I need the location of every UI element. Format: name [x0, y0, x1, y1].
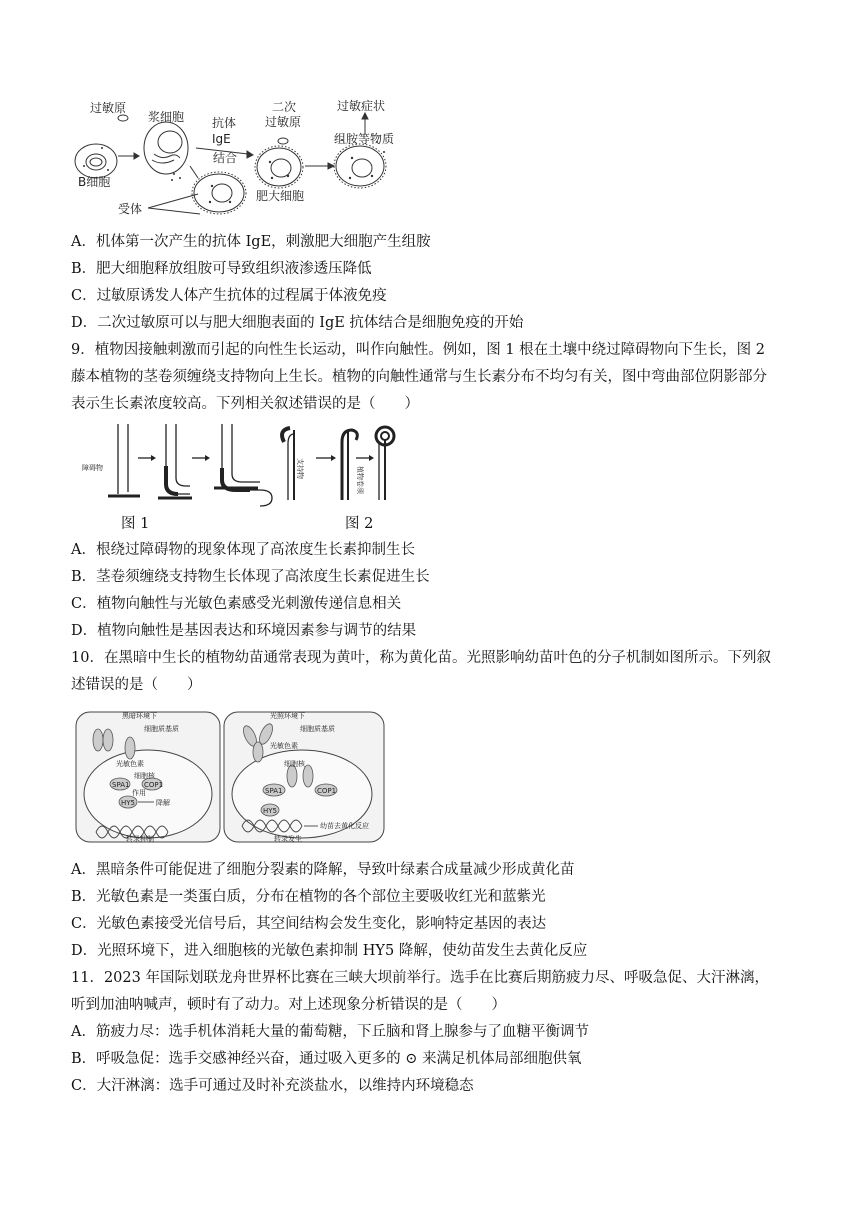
label-ige: IgE: [212, 132, 231, 146]
q9-stem-2: 藤本植物的茎卷须缠绕支持物向上生长。植物的向触性通常与生长素分布不均匀有关，图中弯曲部位阴影部分: [71, 369, 767, 385]
dark-title: 黑暗环境下: [122, 712, 157, 720]
dark-repress: 转录抑制: [126, 835, 154, 843]
label-receptor: 受体: [118, 202, 143, 216]
q9-option-c: C．植物向触性与光敏色素感受光刺激传递信息相关: [71, 596, 402, 612]
dark-cop1: COP1: [144, 781, 164, 789]
light-phytochrome: 光敏色素: [270, 742, 298, 750]
label-obstacle: 障碍物: [82, 464, 103, 472]
q11-stem-2: 听到加油呐喊声，顿时有了动力。对上述现象分析错误的是（ ）: [71, 997, 506, 1013]
label-mast-cell: 肥大细胞: [256, 189, 305, 203]
figure-1-caption: 图 1: [121, 516, 150, 532]
light-nucleus: 细胞核: [284, 760, 305, 768]
q9-stem-3: 表示生长素浓度较高。下列相关叙述错误的是（ ）: [71, 396, 419, 412]
label-bind: 结合: [213, 151, 238, 165]
light-cop1: COP1: [317, 787, 337, 795]
dark-nucleus: 细胞核: [134, 772, 155, 780]
tropism-figure: [80, 418, 400, 510]
label-support: 支持物: [296, 458, 304, 479]
q10-stem-1: 10．在黑暗中生长的植物幼苗通常表现为黄叶，称为黄化苗。光照影响幼苗叶色的分子机制如图所示。下列叙: [71, 650, 771, 666]
dark-phytochrome: 光敏色素: [116, 760, 144, 768]
label-antibody: 抗体: [212, 116, 237, 130]
light-title: 光照环境下: [270, 712, 305, 720]
label-symptom: 过敏症状: [337, 99, 386, 113]
q11-stem-1: 11．2023 年国际划联龙舟世界杯比赛在三峡大坝前举行。选手在比赛后期筋疲力尽、呼吸急促、大汗淋漓，: [71, 970, 769, 986]
q10-option-a: A．黑暗条件可能促进了细胞分裂素的降解，导致叶绿素合成量减少形成黄化苗: [71, 862, 575, 878]
q8-option-b: B．肥大细胞释放组胺可导致组织液渗透压降低: [71, 261, 372, 277]
light-occur: 转录发生: [274, 835, 302, 843]
allergy-figure: [72, 96, 408, 222]
label-secondary-1: 二次: [272, 100, 297, 114]
light-spa1: SPA1: [265, 787, 283, 795]
dark-degrade: 降解: [156, 799, 170, 807]
q10-stem-2: 述错误的是（ ）: [71, 677, 202, 693]
q9-option-d: D．植物向触性是基因表达和环境因素参与调节的结果: [71, 623, 417, 639]
dark-cytoplasm: 细胞质基质: [144, 725, 179, 733]
q8-option-a: A．机体第一次产生的抗体 IgE，刺激肥大细胞产生组胺: [71, 234, 431, 250]
label-b-cell: B细胞: [78, 175, 111, 189]
phytochrome-figure: [74, 704, 390, 844]
label-plasma-cell: 浆细胞: [148, 110, 185, 124]
q9-option-a: A．根绕过障碍物的现象体现了高浓度生长素抑制生长: [71, 542, 415, 558]
light-cytoplasm: 细胞质基质: [300, 725, 335, 733]
q9-option-b: B．茎卷须缠绕支持物生长体现了高浓度生长素促进生长: [71, 569, 430, 585]
q11-option-c: C．大汗淋漓：选手可通过及时补充淡盐水，以维持内环境稳态: [71, 1078, 474, 1094]
q10-option-d: D．光照环境下，进入细胞核的光敏色素抑制 HY5 降解，使幼苗发生去黄化反应: [71, 943, 588, 959]
q8-option-d: D．二次过敏原可以与肥大细胞表面的 IgE 抗体结合是细胞免疫的开始: [71, 315, 524, 331]
q11-option-a: A．筋疲力尽：选手机体消耗大量的葡萄糖，下丘脑和肾上腺参与了血糖平衡调节: [71, 1024, 589, 1040]
label-tendril: 植物卷须: [356, 466, 364, 494]
q11-option-b: B．呼吸急促：选手交感神经兴奋，通过吸入更多的 ⊙ 来满足机体局部细胞供氧: [71, 1051, 582, 1067]
light-deetiolation: 幼苗去黄化反应: [320, 822, 369, 830]
dark-action: 作用: [132, 789, 146, 797]
q10-option-b: B．光敏色素是一类蛋白质，分布在植物的各个部位主要吸收红光和蓝紫光: [71, 889, 546, 905]
q10-option-c: C．光敏色素接受光信号后，其空间结构会发生变化，影响特定基因的表达: [71, 916, 547, 932]
label-histamine: 组胺等物质: [334, 132, 395, 146]
dark-spa1: SPA1: [112, 781, 130, 789]
light-hy5: HY5: [263, 807, 277, 815]
q8-option-c: C．过敏原诱发人体产生抗体的过程属于体液免疫: [71, 288, 387, 304]
dark-hy5: HY5: [121, 799, 135, 807]
label-allergen: 过敏原: [90, 101, 127, 115]
q9-stem-1: 9．植物因接触刺激而引起的向性生长运动，叫作向触性。例如，图 1 根在土壤中绕过障碍物向下生长，图 2: [71, 342, 765, 358]
label-secondary-2: 过敏原: [265, 115, 302, 129]
figure-2-caption: 图 2: [345, 516, 374, 532]
